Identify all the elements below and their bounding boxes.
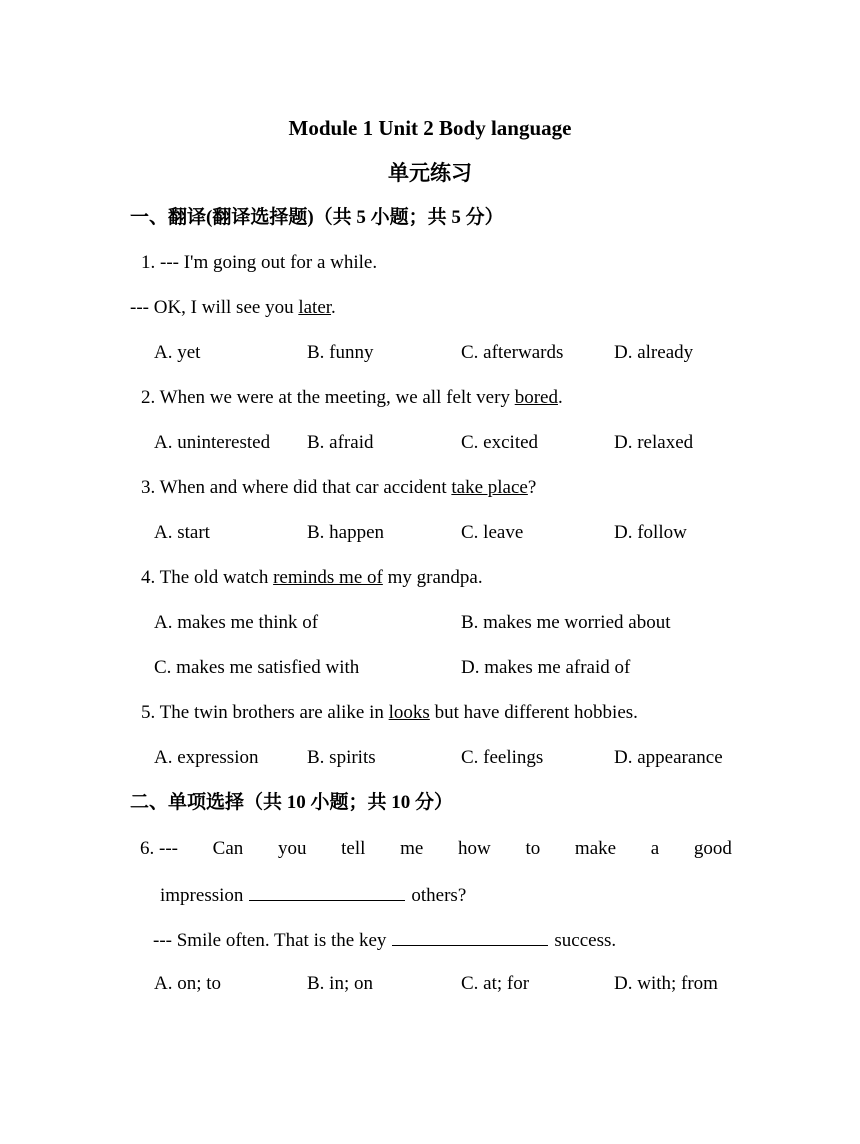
question-3-option-b[interactable]: B. happen [307, 522, 385, 543]
question-5-stem [141, 701, 638, 725]
answer-blank-1[interactable] [249, 882, 405, 901]
question-6-word: to [525, 838, 541, 859]
question-1-underlined-word: later [298, 297, 332, 318]
question-2-option-c[interactable]: C. excited [461, 432, 539, 453]
section-2-heading: 二、单项选择（共 10 小题；共 10 分） [130, 792, 454, 813]
question-2-underlined-word: bored [514, 387, 558, 408]
question-4-underlined-phrase: reminds me of [273, 567, 383, 588]
question-6-option-d[interactable]: D. with; from [614, 973, 718, 994]
question-6-word: you [277, 838, 307, 859]
question-5-text: 5. The twin brothers are alike in [141, 702, 389, 723]
question-4-option-d[interactable]: D. makes me afraid of [461, 657, 631, 678]
question-1-stem: 1. --- I'm going out for a while. [141, 252, 378, 273]
answer-blank-2[interactable] [392, 927, 548, 946]
question-6-stem-line-2 [160, 882, 466, 908]
question-2-stem [141, 386, 563, 410]
question-3-end: ? [527, 477, 537, 498]
question-4-option-a[interactable]: A. makes me think of [154, 612, 319, 633]
page-subtitle: 单元练习 [388, 161, 472, 185]
question-6-text: impression [160, 885, 244, 906]
question-4-option-c[interactable]: C. makes me satisfied with [154, 657, 360, 678]
question-1-option-b[interactable]: B. funny [307, 342, 374, 363]
question-6-word: tell [341, 838, 366, 859]
question-3-text: 3. When and where did that car accident [141, 477, 452, 498]
question-1-reply-text: --- OK, I will see you [130, 297, 299, 318]
question-5-option-c[interactable]: C. feelings [461, 747, 544, 768]
question-4-stem [141, 566, 483, 590]
question-1-reply-end: . [331, 297, 336, 318]
question-5-end: but have different hobbies. [429, 702, 638, 723]
question-1-option-a[interactable]: A. yet [154, 342, 201, 363]
question-6-option-b[interactable]: B. in; on [307, 973, 373, 994]
question-6-option-a[interactable]: A. on; to [154, 973, 222, 994]
question-3-option-a[interactable]: A. start [154, 522, 210, 543]
question-2-option-b[interactable]: B. afraid [307, 432, 374, 453]
question-6-stem-line-1 [140, 837, 732, 861]
question-4-text: 4. The old watch [141, 567, 274, 588]
question-2-option-d[interactable]: D. relaxed [614, 432, 694, 453]
question-6-word: make [574, 838, 617, 859]
question-6-word: good [693, 838, 732, 859]
question-3-underlined-phrase: take place [451, 477, 528, 498]
question-3-option-c[interactable]: C. leave [461, 522, 524, 543]
question-2-end: . [557, 387, 563, 408]
question-6-reply-end: success. [554, 930, 617, 951]
question-6-option-c[interactable]: C. at; for [461, 973, 530, 994]
question-2-option-a[interactable]: A. uninterested [154, 432, 271, 453]
question-1-reply [130, 296, 336, 320]
question-3-option-d[interactable]: D. follow [614, 522, 687, 543]
question-5-option-b[interactable]: B. spirits [307, 747, 376, 768]
question-2-text: 2. When we were at the meeting, we all felt very [141, 387, 515, 408]
question-6-reply-text: --- Smile often. That is the key [153, 930, 387, 951]
question-4-option-b[interactable]: B. makes me worried about [461, 612, 671, 633]
page-title: Module 1 Unit 2 Body language [288, 116, 572, 140]
question-1-option-c[interactable]: C. afterwards [461, 342, 564, 363]
question-6-word: me [400, 838, 424, 859]
question-6-word: Can [212, 838, 244, 859]
question-1-option-d[interactable]: D. already [614, 342, 694, 363]
question-6-text: others? [411, 885, 467, 906]
question-5-underlined-word: looks [388, 702, 430, 723]
question-5-option-a[interactable]: A. expression [154, 747, 259, 768]
question-6-word: a [650, 838, 660, 859]
question-4-end: my grandpa. [382, 567, 483, 588]
question-3-stem [141, 476, 536, 500]
section-1-heading: 一、翻译(翻译选择题)（共 5 小题；共 5 分） [130, 207, 504, 228]
question-6-word: 6. --- [140, 838, 178, 859]
question-6-word: how [458, 838, 491, 859]
question-5-option-d[interactable]: D. appearance [614, 747, 723, 768]
question-6-reply [153, 927, 616, 953]
